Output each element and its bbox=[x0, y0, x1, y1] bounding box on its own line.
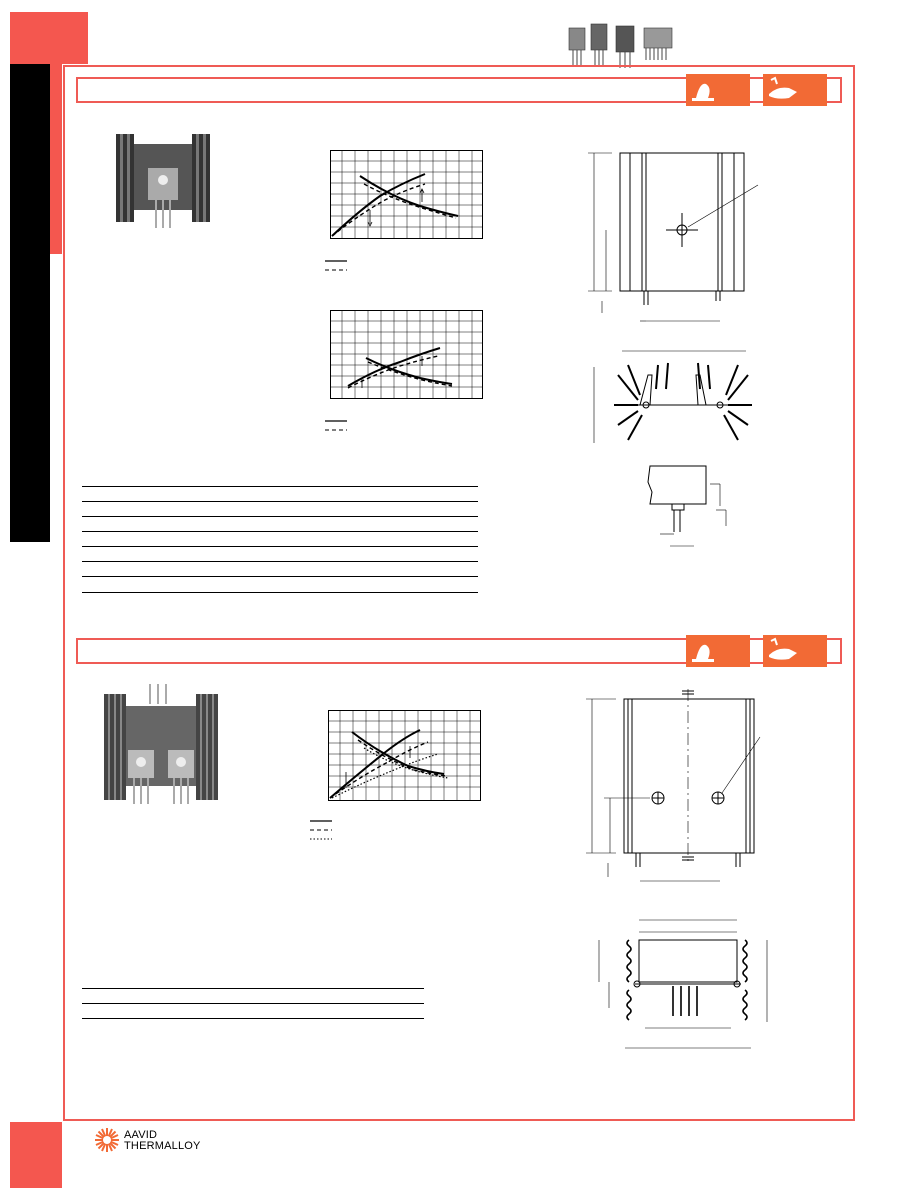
brand-name-line1: AAVID bbox=[124, 1129, 158, 1141]
solder-drop-icon bbox=[686, 74, 750, 106]
chart2-legend bbox=[325, 418, 355, 434]
brand-name-line2: THERMALLOY bbox=[124, 1140, 201, 1152]
solder-drop-icon bbox=[686, 635, 750, 667]
solder-tag-2 bbox=[686, 635, 750, 667]
table1-rule bbox=[82, 486, 478, 487]
heatsink1-side-detail bbox=[640, 462, 740, 552]
table1-rule bbox=[82, 501, 478, 502]
clip-tag-1 bbox=[763, 74, 827, 106]
heatsink-photo-2 bbox=[98, 684, 222, 810]
hand-clip-icon bbox=[763, 74, 827, 106]
hand-clip-icon bbox=[763, 635, 827, 667]
performance-chart-1 bbox=[330, 150, 484, 240]
heatsink2-front-drawing bbox=[580, 685, 770, 885]
table1-rule bbox=[82, 561, 478, 562]
solder-tag-1 bbox=[686, 74, 750, 106]
chart3-legend bbox=[310, 818, 340, 844]
table1-rule bbox=[82, 516, 478, 517]
table1-rule bbox=[82, 546, 478, 547]
table2-rule bbox=[82, 1018, 424, 1019]
red-bottom-tab bbox=[10, 1122, 62, 1188]
heatsink1-front-drawing bbox=[580, 145, 770, 335]
table1-rule bbox=[82, 576, 478, 577]
performance-chart-2 bbox=[330, 310, 484, 400]
clip-tag-2 bbox=[763, 635, 827, 667]
aavid-sunburst-logo-icon bbox=[94, 1127, 120, 1153]
table2-rule bbox=[82, 988, 424, 989]
chart1-legend bbox=[325, 258, 355, 274]
performance-chart-3 bbox=[328, 710, 482, 802]
heatsink-photo-1 bbox=[108, 128, 218, 232]
table2-rule bbox=[82, 1003, 424, 1004]
red-corner-tab bbox=[10, 12, 88, 64]
table1-rule bbox=[82, 592, 478, 593]
black-side-bar bbox=[10, 64, 50, 542]
heatsink1-top-drawing bbox=[588, 345, 778, 450]
heatsink2-top-drawing bbox=[585, 912, 775, 1052]
table1-rule bbox=[82, 531, 478, 532]
